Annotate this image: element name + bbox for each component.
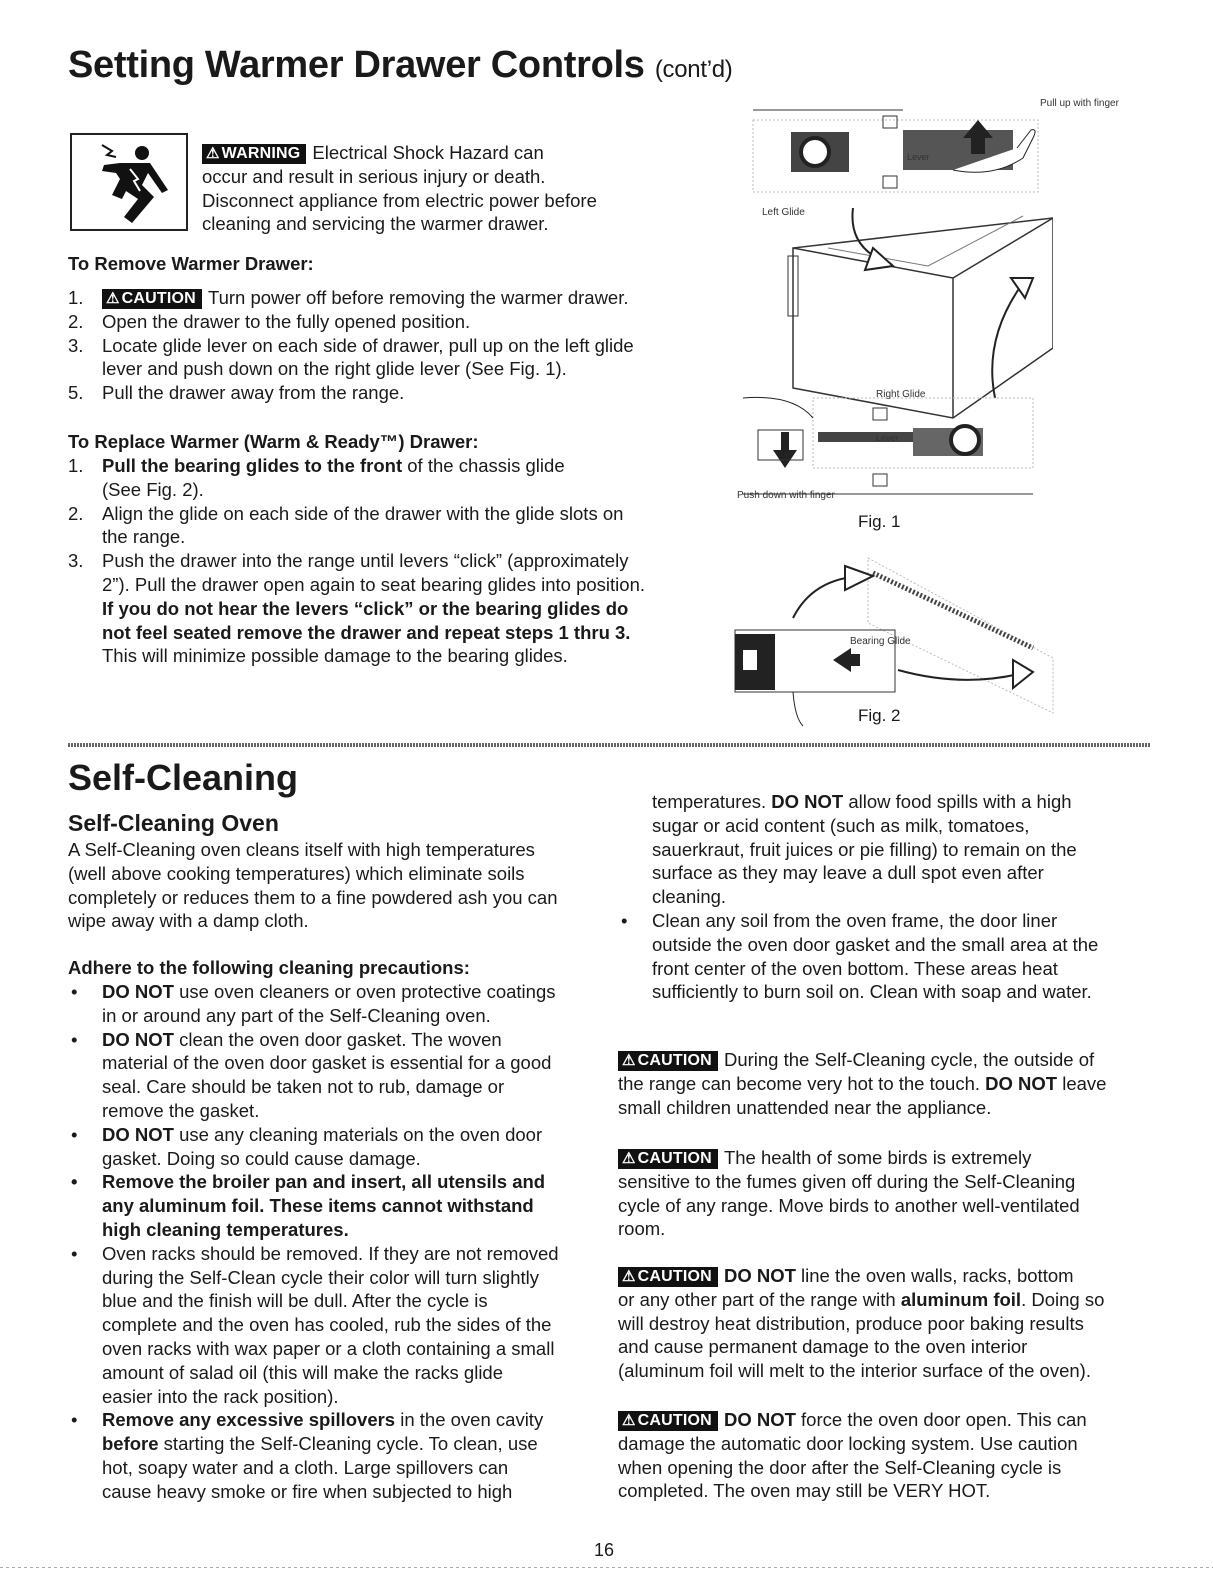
bold-text: DO NOT <box>723 1409 796 1430</box>
section-subtitle: Self-Cleaning Oven <box>68 810 279 836</box>
precautions-heading: Adhere to the following cleaning precautions: <box>68 957 470 978</box>
caution-label: CAUTION <box>637 1150 712 1167</box>
replace-steps <box>68 454 728 668</box>
oven-frame-bullet <box>618 909 1178 1004</box>
bullet: • <box>71 1242 78 1264</box>
step-text: Pull the drawer away from the range. <box>102 382 405 404</box>
warning-line-3: Disconnect appliance from electric power before <box>202 189 597 211</box>
warning-triangle-icon: ⚠ <box>622 1052 636 1069</box>
bullet: • <box>71 1171 78 1193</box>
item-text: allow food spills with a high <box>843 791 1072 812</box>
step-number: 1. <box>68 287 84 308</box>
intro-line: A Self-Cleaning oven cleans itself with high temperatures <box>68 839 535 860</box>
item-text: temperatures. <box>652 791 772 812</box>
list-item <box>68 1028 628 1123</box>
bullet: • <box>71 1409 78 1431</box>
item-text: cleaning. <box>652 886 727 908</box>
section-divider <box>68 743 1150 747</box>
caution-badge <box>618 1051 718 1071</box>
caution-text: leave <box>1057 1072 1107 1094</box>
bold-text: DO NOT <box>771 791 844 812</box>
caution-text: The health of some birds is extremely <box>723 1147 1032 1168</box>
item-text: seal. Care should be taken not to rub, damage or <box>102 1076 505 1098</box>
item-text: hot, soapy water and a cloth. Large spillovers can <box>102 1456 509 1478</box>
item-text: blue and the finish will be dull. After the cycle is <box>102 1290 488 1312</box>
step-text: (See Fig. 2). <box>102 478 204 500</box>
electrical-shock-icon <box>70 133 188 231</box>
title-suffix: (cont’d) <box>654 56 733 83</box>
list-item <box>68 381 708 405</box>
list-item <box>68 310 708 334</box>
caution-hot-range <box>618 1048 1178 1119</box>
item-text: starting the Self-Cleaning cycle. To clean, use <box>158 1433 538 1455</box>
bold-text: before <box>102 1433 159 1455</box>
intro-line: wipe away with a damp cloth. <box>68 910 309 932</box>
intro-paragraph <box>68 838 608 933</box>
replace-heading: To Replace Warmer (Warm & Ready™) Drawer: <box>68 431 479 452</box>
figure-2-illustration <box>733 538 1058 728</box>
bold-text: DO NOT <box>102 1028 174 1050</box>
caution-label: CAUTION <box>637 1268 712 1285</box>
caution-text: small children unattended near the appliance. <box>618 1096 992 1118</box>
caution-text: cycle of any range. Move birds to another well-ventilated <box>618 1194 1080 1216</box>
item-text: cause heavy smoke or fire when subjected to high <box>102 1480 513 1502</box>
step-text: This will minimize possible damage to the bearing glides. <box>102 645 568 667</box>
item-text: high cleaning temperatures. <box>102 1218 349 1240</box>
caution-door-lock <box>618 1408 1178 1503</box>
caution-text: and cause permanent damage to the oven interior <box>618 1336 1028 1358</box>
item-text: gasket. Doing so could cause damage. <box>102 1147 421 1169</box>
continued-bullet <box>652 790 1172 909</box>
item-text: in the oven cavity <box>395 1409 544 1431</box>
step-number: 2. <box>68 502 84 524</box>
caution-text: will destroy heat distribution, produce poor baking results <box>618 1312 1084 1334</box>
warning-line-2: occur and result in serious injury or death. <box>202 165 546 187</box>
bottom-rule <box>0 1567 1213 1568</box>
step-text: the range. <box>102 526 186 548</box>
bold-text: aluminum foil <box>900 1288 1022 1310</box>
caution-birds <box>618 1146 1178 1241</box>
item-text: Remove the broiler pan and insert, all utensils and <box>102 1171 546 1193</box>
item-text: amount of salad oil (this will make the racks glide <box>102 1361 504 1383</box>
bullet: • <box>71 1123 78 1145</box>
title-text: Setting Warmer Drawer Controls <box>68 44 645 86</box>
step-text: of the chassis glide <box>402 455 565 476</box>
list-item <box>68 1408 628 1503</box>
fig1-lever-bottom-label: Lever <box>876 433 899 443</box>
item-text: Oven racks should be removed. If they are not removed <box>102 1242 559 1264</box>
caution-text: completed. The oven may still be VERY HOT. <box>618 1480 991 1502</box>
list-item <box>68 1242 628 1409</box>
caution-text: sensitive to the fumes given off during the Self-Cleaning <box>618 1170 1076 1192</box>
caution-badge <box>102 289 202 309</box>
step-text: Align the glide on each side of the drawer with the glide slots on <box>102 502 624 524</box>
step-text: 2”). Pull the drawer open again to seat bearing glides into position. <box>102 573 646 595</box>
caution-badge <box>618 1267 718 1287</box>
item-text: sufficiently to burn soil on. Clean with soap and water. <box>652 981 1092 1003</box>
caution-text: when opening the door after the Self-Cleaning cycle is <box>618 1456 1062 1478</box>
caution-label: CAUTION <box>121 290 196 307</box>
caution-text: or any other part of the range with <box>618 1288 901 1310</box>
caution-text: (aluminum foil will melt to the interior surface of the oven). <box>618 1360 1091 1382</box>
warning-badge <box>202 144 306 164</box>
bold-text: DO NOT <box>723 1265 796 1286</box>
caution-badge <box>618 1411 718 1431</box>
item-text: clean the oven door gasket. The woven <box>173 1028 502 1050</box>
step-text: Locate glide lever on each side of drawer, pull up on the left glide <box>102 334 634 356</box>
item-text: surface as they may leave a dull spot even after <box>652 862 1044 884</box>
list-item <box>68 1123 628 1171</box>
figure-1-illustration <box>733 98 1053 510</box>
item-text: oven racks with wax paper or a cloth containing a small <box>102 1337 555 1359</box>
fig1-caption: Fig. 1 <box>858 512 901 531</box>
step-number: 3. <box>68 334 84 356</box>
bold-text: DO NOT <box>102 1123 174 1145</box>
list-item <box>68 980 628 1028</box>
page-number: 16 <box>594 1540 615 1560</box>
list-item <box>68 1170 628 1241</box>
intro-line: (well above cooking temperatures) which eliminate soils <box>68 862 525 884</box>
warning-triangle-icon: ⚠ <box>622 1268 636 1285</box>
caution-aluminum-foil <box>618 1264 1178 1383</box>
item-text: sugar or acid content (such as milk, tomatoes, <box>652 814 1030 836</box>
caution-text: During the Self-Cleaning cycle, the outside of <box>723 1049 1095 1070</box>
item-text: during the Self-Clean cycle their color will turn slightly <box>102 1266 539 1288</box>
fig1-right-glide-label: Right Glide <box>876 389 926 400</box>
page-title <box>68 44 733 87</box>
section-title: Self-Cleaning <box>68 757 299 798</box>
step-bold: not feel seated remove the drawer and repeat steps 1 thru 3. <box>102 621 631 643</box>
item-text: in or around any part of the Self-Cleaning oven. <box>102 1004 491 1026</box>
item-text: front center of the oven bottom. These areas heat <box>652 957 1058 979</box>
list-item <box>68 454 728 502</box>
list-item <box>68 334 708 382</box>
item-text: Clean any soil from the oven frame, the door liner <box>652 910 1058 931</box>
list-item <box>68 502 728 550</box>
item-text: use oven cleaners or oven protective coatings <box>173 981 556 1002</box>
caution-text: room. <box>618 1218 666 1240</box>
list-item <box>68 286 708 310</box>
bullet: • <box>71 981 78 1002</box>
fig2-caption: Fig. 2 <box>858 706 901 725</box>
item-text: remove the gasket. <box>102 1099 260 1121</box>
item-text: easier into the rack position). <box>102 1385 339 1407</box>
step-bold: Pull the bearing glides to the front <box>102 455 403 476</box>
caution-text: the range can become very hot to the touch. <box>618 1072 986 1094</box>
item-text: outside the oven door gasket and the small area at the <box>652 933 1099 955</box>
warning-text <box>202 141 597 236</box>
step-text: lever and push down on the right glide lever (See Fig. 1). <box>102 358 567 380</box>
caution-text: line the oven walls, racks, bottom <box>795 1265 1074 1286</box>
step-number: 2. <box>68 310 84 332</box>
caution-text: . Doing so <box>1021 1288 1105 1310</box>
caution-badge <box>618 1149 718 1169</box>
step-text: Open the drawer to the fully opened position. <box>102 310 471 332</box>
caution-text: damage the automatic door locking system. Use caution <box>618 1432 1078 1454</box>
warning-line-4: cleaning and servicing the warmer drawer. <box>202 213 549 235</box>
item-text: any aluminum foil. These items cannot withstand <box>102 1195 534 1217</box>
bold-text: DO NOT <box>102 981 174 1002</box>
step-number: 3. <box>68 550 84 572</box>
bold-text: Remove any excessive spillovers <box>102 1409 396 1431</box>
bold-text: DO NOT <box>985 1072 1058 1094</box>
caution-text: force the oven door open. This can <box>795 1409 1087 1430</box>
fig1-push-label: Push down with finger <box>737 490 835 501</box>
step-text: Push the drawer into the range until levers “click” (approximately <box>102 550 629 572</box>
item-text: material of the oven door gasket is essential for a good <box>102 1052 552 1074</box>
step-text: Turn power off before removing the warmer drawer. <box>207 287 629 308</box>
warning-triangle-icon: ⚠ <box>106 290 120 307</box>
step-number: 1. <box>68 455 84 476</box>
item-text: complete and the oven has cooled, rub the sides of the <box>102 1314 552 1336</box>
warning-triangle-icon: ⚠ <box>622 1150 636 1167</box>
item-text: use any cleaning materials on the oven door <box>173 1123 543 1145</box>
step-bold: If you do not hear the levers “click” or the bearing glides do <box>102 597 629 619</box>
caution-label: CAUTION <box>637 1412 712 1429</box>
intro-line: completely or reduces them to a fine powdered ash you can <box>68 886 558 908</box>
bullet: • <box>621 910 628 931</box>
item-text: sauerkraut, fruit juices or pie filling) to remain on the <box>652 838 1077 860</box>
warning-badge-label: WARNING <box>221 145 301 162</box>
warning-triangle-icon: ⚠ <box>622 1412 636 1429</box>
remove-heading: To Remove Warmer Drawer: <box>68 253 314 274</box>
precautions-list <box>68 980 628 1504</box>
fig1-left-glide-label: Left Glide <box>762 207 805 218</box>
list-item <box>68 549 728 668</box>
warning-triangle-icon: ⚠ <box>206 145 220 162</box>
caution-label: CAUTION <box>637 1052 712 1069</box>
list-item <box>618 909 1178 1004</box>
remove-steps <box>68 286 708 405</box>
bullet: • <box>71 1028 78 1050</box>
step-number: 5. <box>68 382 84 404</box>
fig1-pull-label: Pull up with finger <box>1040 98 1119 109</box>
fig1-lever-top-label: Lever <box>907 152 930 162</box>
warning-line-1: Electrical Shock Hazard can <box>312 142 544 163</box>
fig2-bearing-glide-label: Bearing Glide <box>850 636 911 647</box>
